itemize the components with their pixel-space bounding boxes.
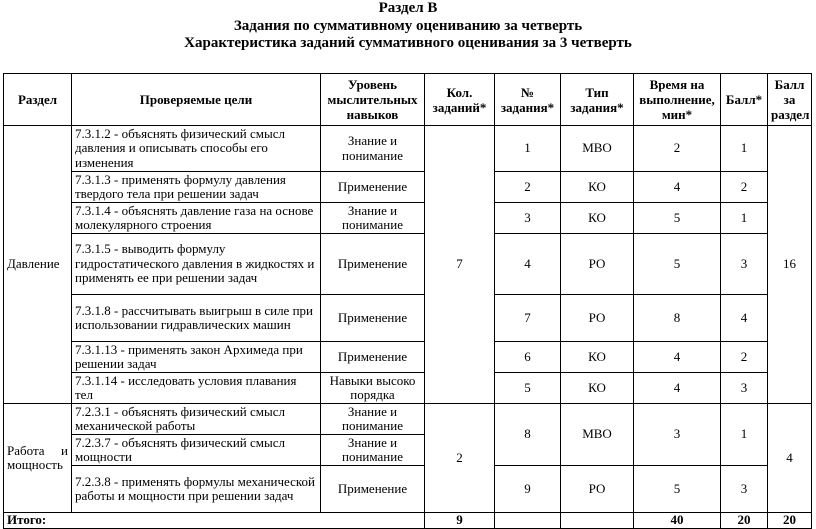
table-row: [4, 203, 812, 234]
table-row: [4, 295, 812, 342]
score-cell: 2: [721, 342, 768, 373]
type-cell: МВО: [561, 126, 634, 172]
goal-cell: 7.3.1.2 - объяснять физический смысл давления и описывать способы его изменения: [72, 126, 321, 172]
type-cell: КО: [561, 373, 634, 404]
goal-cell: 7.3.1.13 - применять закон Архимеда при решении задач: [72, 342, 321, 373]
time-cell: 4: [634, 373, 721, 404]
time-cell: 4: [634, 172, 721, 203]
level-cell: Знание и понимание: [321, 435, 425, 466]
time-cell: 3: [634, 404, 721, 466]
number-cell: 4: [495, 234, 561, 295]
characteristics-title: Характеристика заданий суммативного оценивания за 3 четверть: [184, 35, 632, 51]
score-cell: 2: [721, 172, 768, 203]
header-level: Уровень мыслительных навыков: [321, 74, 425, 126]
section-score-cell: 16: [768, 126, 812, 404]
score-cell: 1: [721, 404, 768, 466]
number-cell: 6: [495, 342, 561, 373]
number-cell: 3: [495, 203, 561, 234]
time-cell: 8: [634, 295, 721, 342]
header-count: Кол. заданий*: [425, 74, 495, 126]
level-cell: Применение: [321, 466, 425, 513]
type-cell: РО: [561, 466, 634, 513]
score-cell: 1: [721, 126, 768, 172]
type-cell: МВО: [561, 404, 634, 466]
goal-cell: 7.2.3.7 - объяснять физический смысл мощности: [72, 435, 321, 466]
total-time: 40: [634, 513, 721, 529]
type-cell: РО: [561, 295, 634, 342]
time-cell: 5: [634, 234, 721, 295]
count-cell: 2: [425, 404, 495, 513]
header-time: Время на выполнение, мин*: [634, 74, 721, 126]
total-score: 20: [721, 513, 768, 529]
score-cell: 3: [721, 234, 768, 295]
table-row: [4, 342, 812, 373]
number-cell: 7: [495, 295, 561, 342]
goal-cell: 7.3.1.5 - выводить формулу гидростатического давления в жидкостях и применять ее при решении задач: [72, 234, 321, 295]
table-row: [4, 234, 812, 295]
total-empty-cell: [495, 513, 561, 529]
document-heading: [0, 0, 816, 53]
total-section-score: 20: [768, 513, 812, 529]
table-row: [4, 126, 812, 172]
goal-cell: 7.3.1.14 - исследовать условия плавания тел: [72, 373, 321, 404]
section-name: Работа и мощность: [4, 404, 72, 513]
score-cell: 1: [721, 203, 768, 234]
header-section-score: Балл за раздел: [768, 74, 812, 126]
level-cell: Применение: [321, 234, 425, 295]
goal-cell: 7.3.1.3 - применять формулу давления твердого тела при решении задач: [72, 172, 321, 203]
type-cell: РО: [561, 234, 634, 295]
total-row: [4, 513, 812, 529]
section-name: Давление: [4, 126, 72, 404]
number-cell: 2: [495, 172, 561, 203]
goal-cell: 7.3.1.8 - рассчитывать выигрыш в силе при использовании гидравлических машин: [72, 295, 321, 342]
table-row: [4, 466, 812, 513]
section-title: Раздел В: [378, 0, 438, 16]
goal-cell: 7.2.3.8 - применять формулы механической работы и мощности при решении задач: [72, 466, 321, 513]
time-cell: 5: [634, 203, 721, 234]
level-cell: Применение: [321, 172, 425, 203]
time-cell: 5: [634, 466, 721, 513]
section-score-cell: 4: [768, 404, 812, 513]
score-cell: 3: [721, 466, 768, 513]
level-cell: Применение: [321, 342, 425, 373]
level-cell: Применение: [321, 295, 425, 342]
level-cell: Знание и понимание: [321, 126, 425, 172]
header-score: Балл*: [721, 74, 768, 126]
level-cell: Навыки высоко порядка: [321, 373, 425, 404]
assessment-table: [3, 73, 812, 529]
header-goals: Проверяемые цели: [72, 74, 321, 126]
total-label: Итого:: [4, 513, 425, 529]
score-cell: 3: [721, 373, 768, 404]
goal-cell: 7.2.3.1 - объяснять физический смысл механической работы: [72, 404, 321, 435]
header-type: Тип задания*: [561, 74, 634, 126]
count-cell: 7: [425, 126, 495, 404]
score-cell: 4: [721, 295, 768, 342]
header-number: № задания*: [495, 74, 561, 126]
table-row: [4, 373, 812, 404]
level-cell: Знание и понимание: [321, 203, 425, 234]
number-cell: 1: [495, 126, 561, 172]
type-cell: КО: [561, 172, 634, 203]
total-count: 9: [425, 513, 495, 529]
number-cell: 5: [495, 373, 561, 404]
number-cell: 8: [495, 404, 561, 466]
assessment-title: Задания по суммативному оцениванию за четверть: [233, 17, 583, 34]
time-cell: 4: [634, 342, 721, 373]
type-cell: КО: [561, 203, 634, 234]
header-row: [4, 74, 812, 126]
table-row: [4, 404, 812, 435]
total-empty-cell: [561, 513, 634, 529]
goal-cell: 7.3.1.4 - объяснять давление газа на основе молекулярного строения: [72, 203, 321, 234]
time-cell: 2: [634, 126, 721, 172]
table-row: [4, 172, 812, 203]
level-cell: Знание и понимание: [321, 404, 425, 435]
number-cell: 9: [495, 466, 561, 513]
type-cell: КО: [561, 342, 634, 373]
header-section: Раздел: [4, 74, 72, 126]
